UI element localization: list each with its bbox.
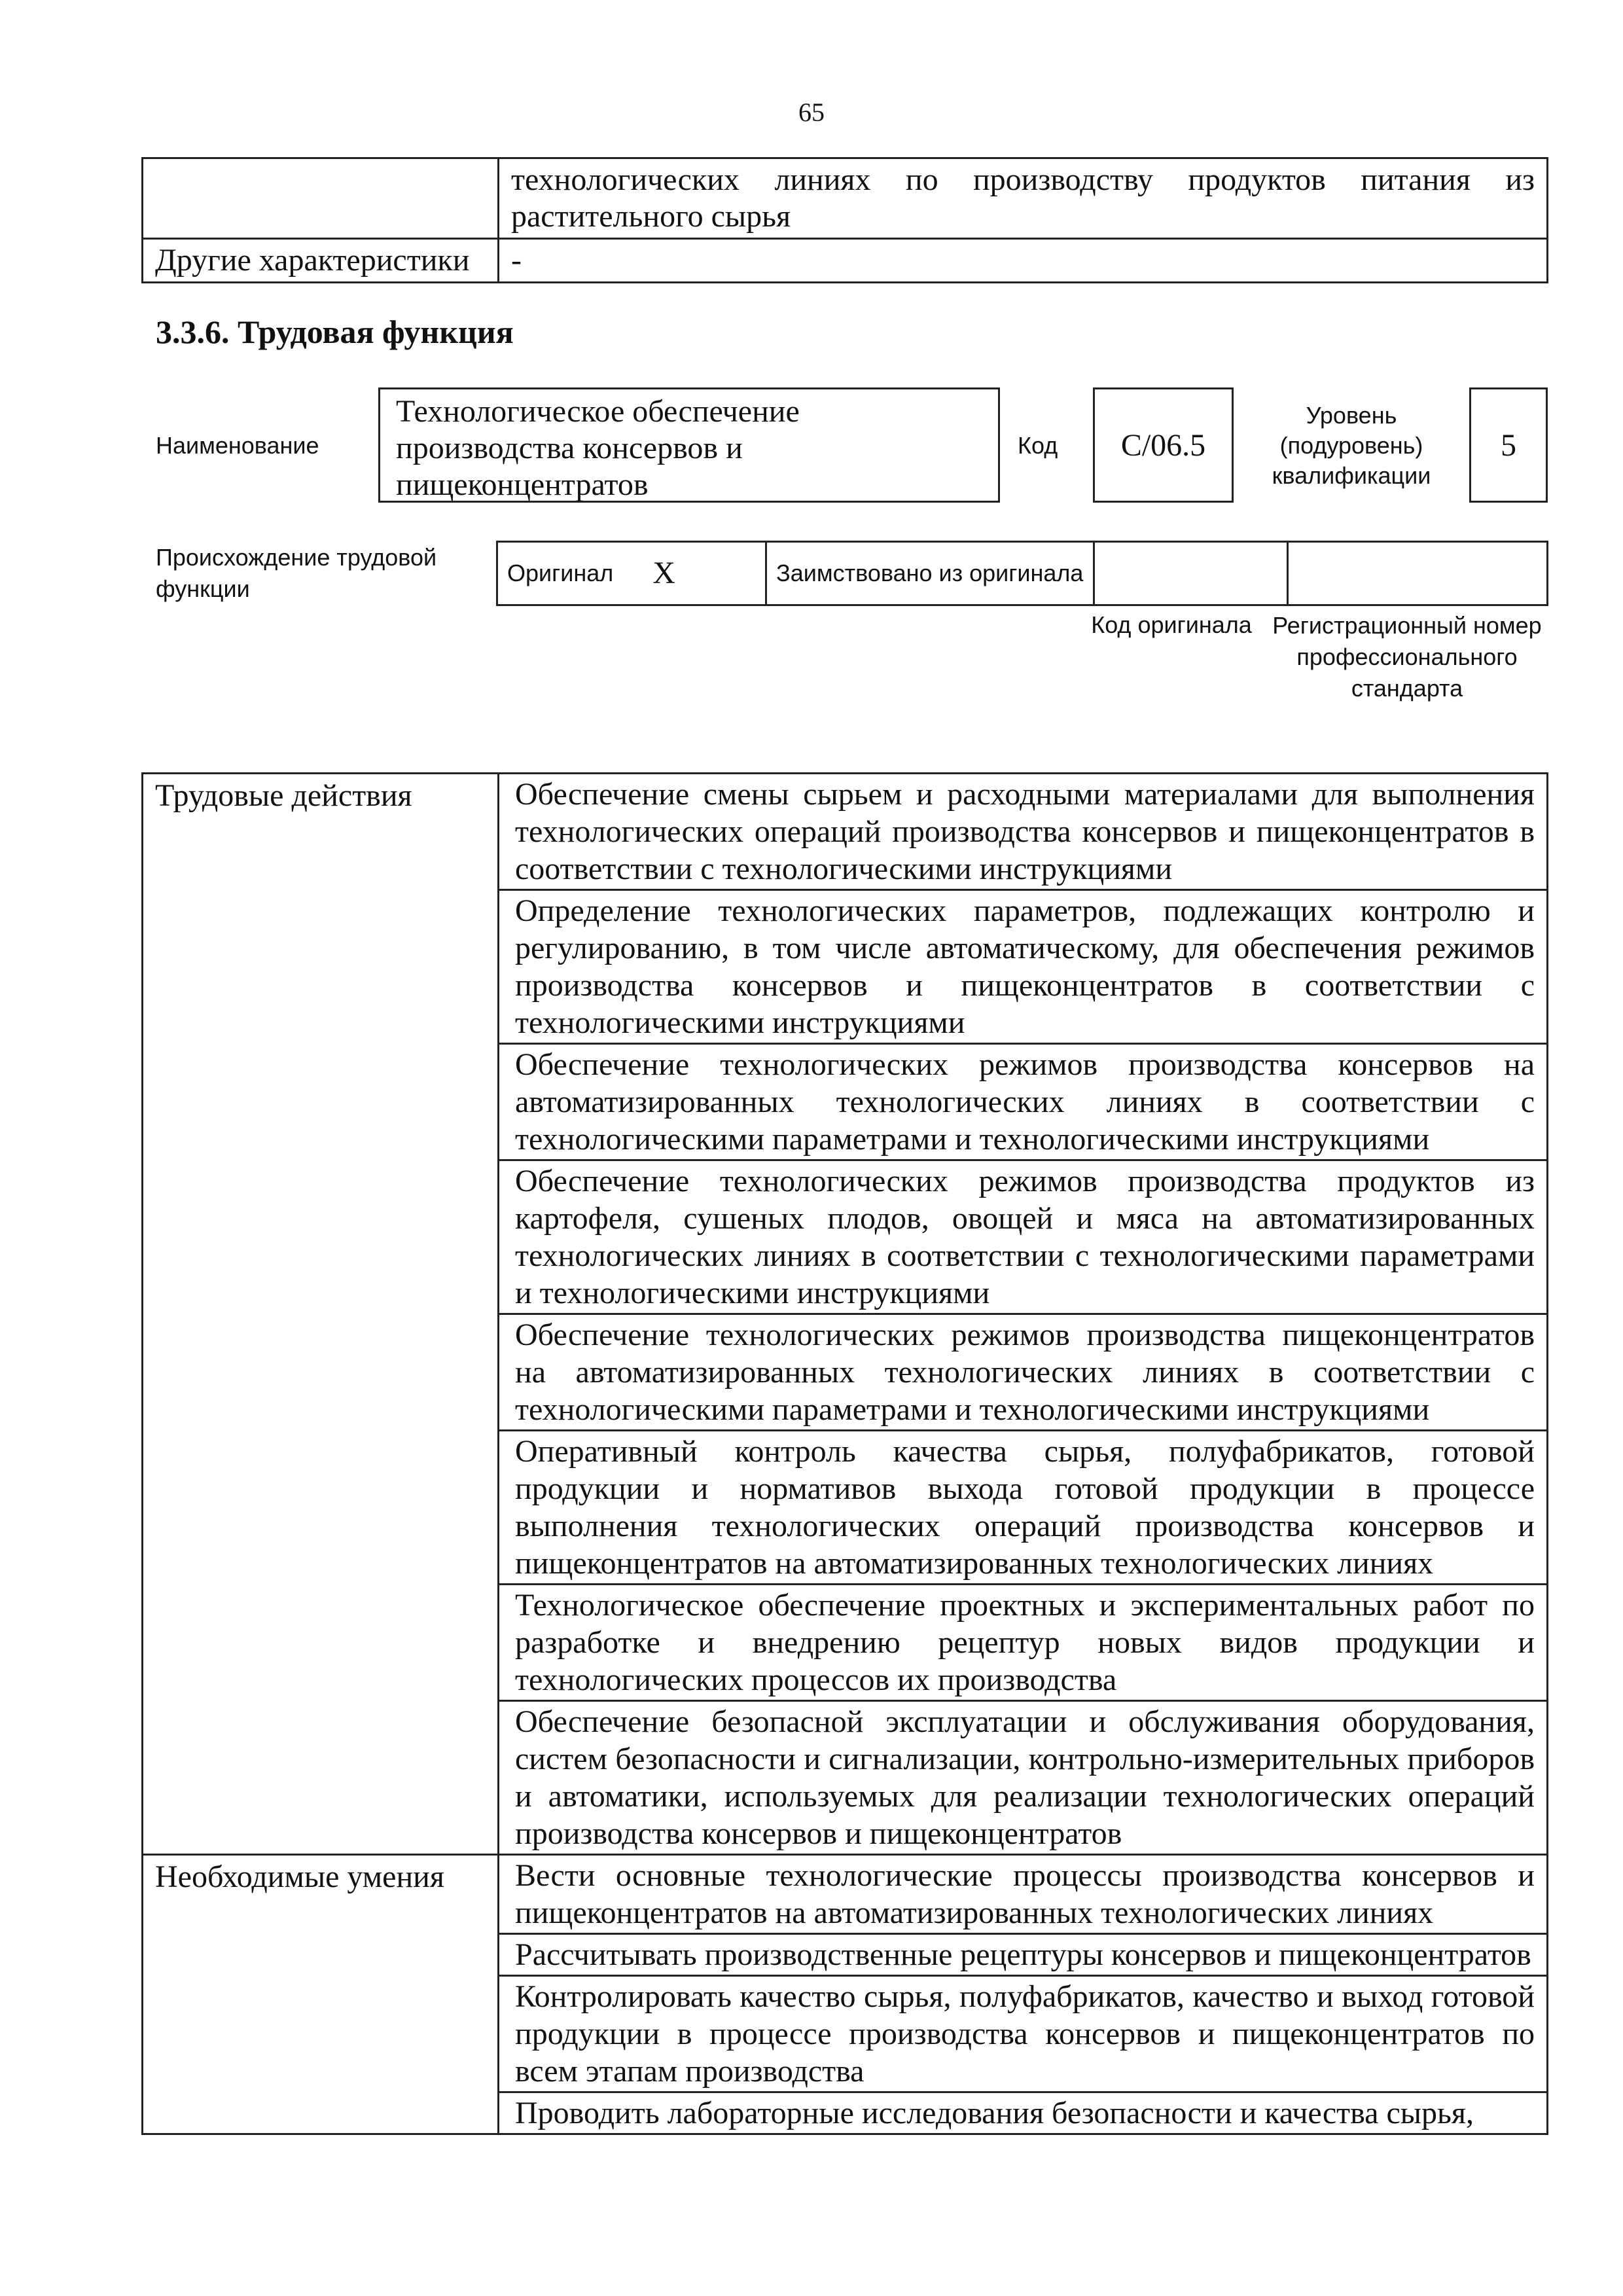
empty-cell	[143, 158, 499, 239]
labor-action-item: Оперативный контроль качества сырья, полуфабрикатов, готовой продукции и нормативов выхода готовой продукции в процессе выполнения технологических операций производства консервов и пищеконцентратов на автоматизированных технологических линиях	[499, 1431, 1548, 1585]
page-number: 65	[798, 98, 825, 127]
section-title: 3.3.6. Трудовая функция	[156, 314, 514, 350]
labor-action-item: Обеспечение технологических режимов производства пищеконцентратов на автоматизированных технологических линиях в соответствии с технологическими параметрами и технологическими инструкциями	[499, 1314, 1548, 1431]
skill-item: Вести основные технологические процессы производства консервов и пищеконцентратов на автоматизированных технологических линиях	[499, 1855, 1548, 1934]
labor-action-item: Определение технологических параметров, подлежащих контролю и регулированию, в том числе автоматическому, для обеспечения режимов производства консервов и пищеконцентратов в соответствии с технологическими инструкциями	[499, 890, 1548, 1044]
skill-item: Рассчитывать производственные рецептуры консервов и пищеконцентратов	[499, 1934, 1548, 1976]
table-row	[143, 239, 1548, 283]
origin-label: Происхождение трудовой функции	[156, 544, 437, 602]
other-characteristics-value: -	[499, 239, 1548, 283]
skill-item: Контролировать качество сырья, полуфабрикатов, качество и выход готовой продукции в процессе производства консервов и пищеконцентратов по всем этапам производства	[499, 1976, 1548, 2092]
table-row	[143, 158, 1548, 239]
code-label: Код	[1018, 432, 1058, 459]
labor-actions-label: Трудовые действия	[143, 774, 499, 1855]
labor-action-item: Обеспечение технологических режимов производства консервов на автоматизированных технологических линиях в соответствии с технологическими параметрами и технологическими инструкциями	[499, 1044, 1548, 1160]
cell-text: технологических линиях по производству продуктов питания из растительного сырья	[499, 158, 1548, 239]
original-label: Оригинал	[507, 560, 614, 586]
other-characteristics-label: Другие характеристики	[143, 239, 499, 283]
function-name-box: Технологическое обеспечение производства консервов и пищеконцентратов	[378, 387, 1000, 503]
table-row	[497, 542, 1548, 605]
original-code-cell	[1094, 542, 1288, 605]
borrowed-label: Заимствовано из оригинала	[766, 542, 1094, 605]
name-label: Наименование	[156, 432, 319, 459]
continuation-table	[141, 157, 1548, 283]
level-value-box: 5	[1469, 387, 1548, 503]
labor-action-item: Технологическое обеспечение проектных и экспериментальных работ по разработке и внедрению рецептур новых видов продукции и технологических процессов их производства	[499, 1585, 1548, 1701]
labor-function-table	[141, 772, 1548, 2135]
registration-number-caption: Регистрационный номер профессионального стандарта	[1272, 612, 1542, 702]
skills-label: Необходимые умения	[143, 1855, 499, 2134]
level-label: Уровень (подуровень) квалификации	[1272, 402, 1431, 489]
original-cell	[497, 542, 766, 605]
original-mark: X	[652, 556, 675, 590]
table-row	[143, 1855, 1548, 1934]
origin-table	[496, 541, 1548, 606]
function-code-box: C/06.5	[1093, 387, 1234, 503]
labor-action-item: Обеспечение технологических режимов производства продуктов из картофеля, сушеных плодов, овощей и мяса на автоматизированных технологических линиях в соответствии с технологическими параметрами и технологическими инструкциями	[499, 1160, 1548, 1314]
labor-action-item: Обеспечение безопасной эксплуатации и обслуживания оборудования, систем безопасности и сигнализации, контрольно-измерительных приборов и автоматики, используемых для реализации технологических операций производства консервов и пищеконцентратов	[499, 1701, 1548, 1855]
labor-action-item: Обеспечение смены сырьем и расходными материалами для выполнения технологических операций производства консервов и пищеконцентратов в соответствии с технологическими инструкциями	[499, 774, 1548, 890]
registration-number-cell	[1288, 542, 1548, 605]
skill-item: Проводить лабораторные исследования безопасности и качества сырья,	[499, 2092, 1548, 2134]
table-row	[143, 774, 1548, 890]
original-code-caption: Код оригинала	[1091, 611, 1252, 638]
